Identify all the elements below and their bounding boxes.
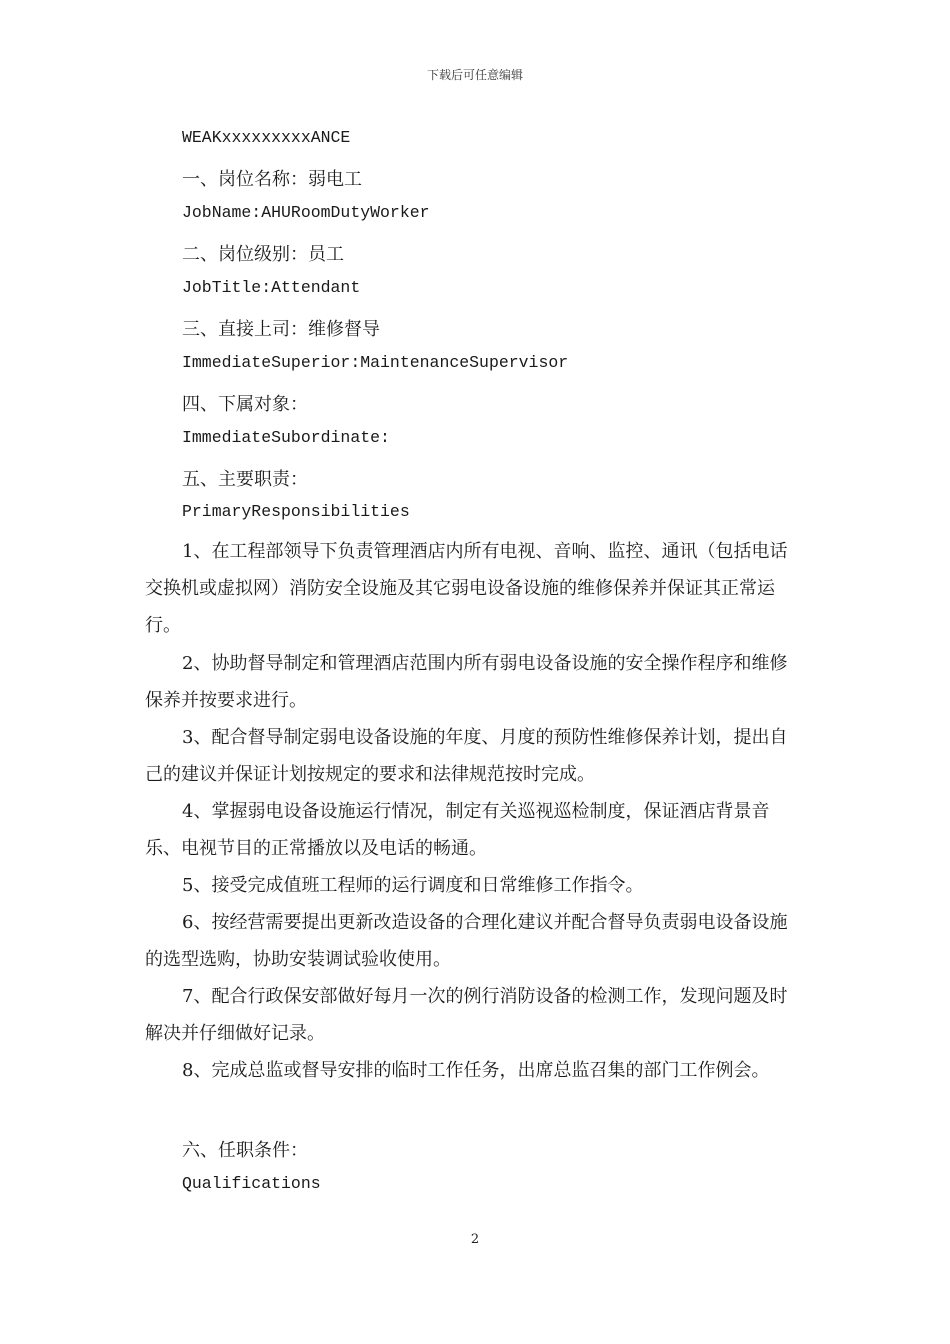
page-number: 2 [470,1232,480,1247]
qualifications-heading: 六、任职条件： [182,1140,308,1161]
job-title-heading: 二、岗位级别：员工 [182,244,344,265]
responsibility-item: 3、配合督导制定弱电设备设施的年度、月度的预防性维修保养计划，提出自己的建议并保证计划按规定的要求和法律规范按时完成。 [145,727,788,785]
job-name-heading: 一、岗位名称：弱电工 [182,169,362,190]
qualifications-english: Qualifications [182,1174,321,1193]
responsibility-item: 7、配合行政保安部做好每月一次的例行消防设备的检测工作，发现问题及时解决并仔细做好记录。 [145,986,788,1044]
page-header: 下载后可任意编辑 [426,68,523,82]
superior-heading: 三、直接上司：维修督导 [182,319,380,340]
responsibility-item: 5、接受完成值班工程师的运行调度和日常维修工作指令。 [182,875,644,896]
superior-english: ImmediateSuperior:MaintenanceSupervisor [182,353,569,372]
subordinate-english: ImmediateSubordinate: [182,428,390,447]
responsibility-item: 2、协助督导制定和管理酒店范围内所有弱电设备设施的安全操作程序和维修保养并按要求进行。 [145,653,788,711]
responsibility-item: 6、按经营需要提出更新改造设备的合理化建议并配合督导负责弱电设备设施的选型选购，协助安装调试验收使用。 [145,912,788,970]
duties-heading: 五、主要职责： [182,469,308,490]
responsibility-item: 8、完成总监或督导安排的临时工作任务，出席总监召集的部门工作例会。 [182,1060,770,1081]
job-title-english: JobTitle:Attendant [182,278,361,297]
duties-english: PrimaryResponsibilities [182,502,410,521]
job-name-english: JobName:AHURoomDutyWorker [182,203,430,222]
responsibility-item: 1、在工程部领导下负责管理酒店内所有电视、音响、监控、通讯（包括电话交换机或虚拟网）消防安全设施及其它弱电设备设施的维修保养并保证其正常运行。 [145,541,788,636]
responsibility-item: 4、掌握弱电设备设施运行情况，制定有关巡视巡检制度，保证酒店背景音乐、电视节目的正常播放以及电话的畅通。 [145,801,770,859]
subordinate-heading: 四、下属对象： [182,394,308,415]
document-code: WEAKxxxxxxxxxANCE [182,128,351,147]
